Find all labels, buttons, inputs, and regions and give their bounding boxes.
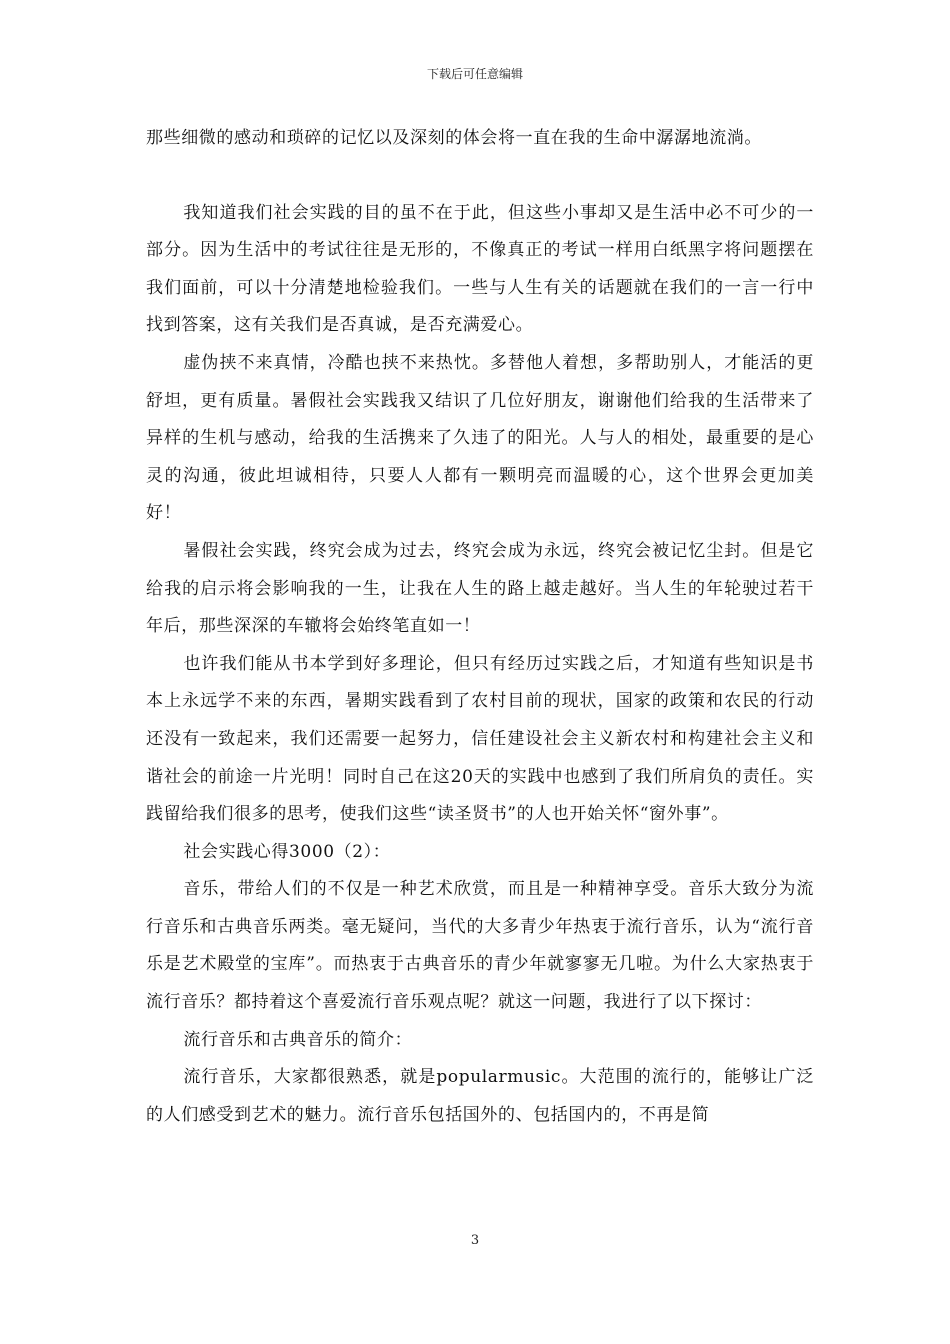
sub-heading: 流行音乐和古典音乐的简介： bbox=[183, 1029, 413, 1050]
paragraph: 音乐，带给人们的不仅是一种艺术欣赏，而且是一种精神享受。音乐大致分为流行音乐和古典音乐两类。毫无疑问，当代的大多青少年热衷于流行音乐，认为“流行音乐是艺术殿堂的宝库”。而热衷于古典音乐的青少年就寥寥无几啦。为什么大家热衷于流行音乐？都持着这个喜爱流行音乐观点呢？就这一问题，我进行了以下探讨： bbox=[146, 879, 814, 1013]
paragraph: 流行音乐，大家都很熟悉，就是popularmusic。大范围的流行的，能够让广泛的人们感受到艺术的魅力。流行音乐包括国外的、包括国内的，不再是简 bbox=[146, 1067, 814, 1125]
page-number: 3 bbox=[470, 1233, 480, 1248]
page-header: 下载后可任意编辑 bbox=[426, 67, 523, 81]
paragraph: 暑假社会实践，终究会成为过去，终究会成为永远，终究会被记忆尘封。但是它给我的启示将会影响我的一生，让我在人生的路上越走越好。当人生的年轮驶过若干年后，那些深深的车辙将会始终笔直如一！ bbox=[146, 540, 814, 637]
paragraph: 那些细微的感动和琐碎的记忆以及深刻的体会将一直在我的生命中潺潺地流淌。 bbox=[146, 128, 762, 148]
paragraph: 也许我们能从书本学到好多理论，但只有经历过实践之后，才知道有些知识是书本上永远学不来的东西，暑期实践看到了农村目前的现状，国家的政策和农民的行动还没有一致起来，我们还需要一起努力，信任建设社会主义新农村和构建社会主义和谐社会的前途一片光明！同时自己在这20天的实践中也感到了我们所肩负的责任。实践留给我们很多的思考，使我们这些“读圣贤书”的人也开始关怀“窗外事”。 bbox=[146, 653, 814, 825]
paragraph: 我知道我们社会实践的目的虽不在于此，但这些小事却又是生活中必不可少的一部分。因为生活中的考试往往是无形的，不像真正的考试一样用白纸黑字将问题摆在我们面前，可以十分清楚地检验我们。一些与人生有关的话题就在我们的一言一行中找到答案，这有关我们是否真诚，是否充满爱心。 bbox=[146, 202, 814, 336]
paragraph: 虚伪挟不来真情，冷酷也挟不来热忱。多替他人着想，多帮助别人，才能活的更舒坦，更有质量。暑假社会实践我又结识了几位好朋友，谢谢他们给我的生活带来了异样的生机与感动，给我的生活携来了久违了的阳光。人与人的相处，最重要的是心灵的沟通，彼此坦诚相待，只要人人都有一颗明亮而温暖的心，这个世界会更加美好！ bbox=[146, 352, 814, 524]
document-body bbox=[146, 120, 814, 1134]
section-heading: 社会实践心得3000（2）： bbox=[183, 841, 391, 862]
